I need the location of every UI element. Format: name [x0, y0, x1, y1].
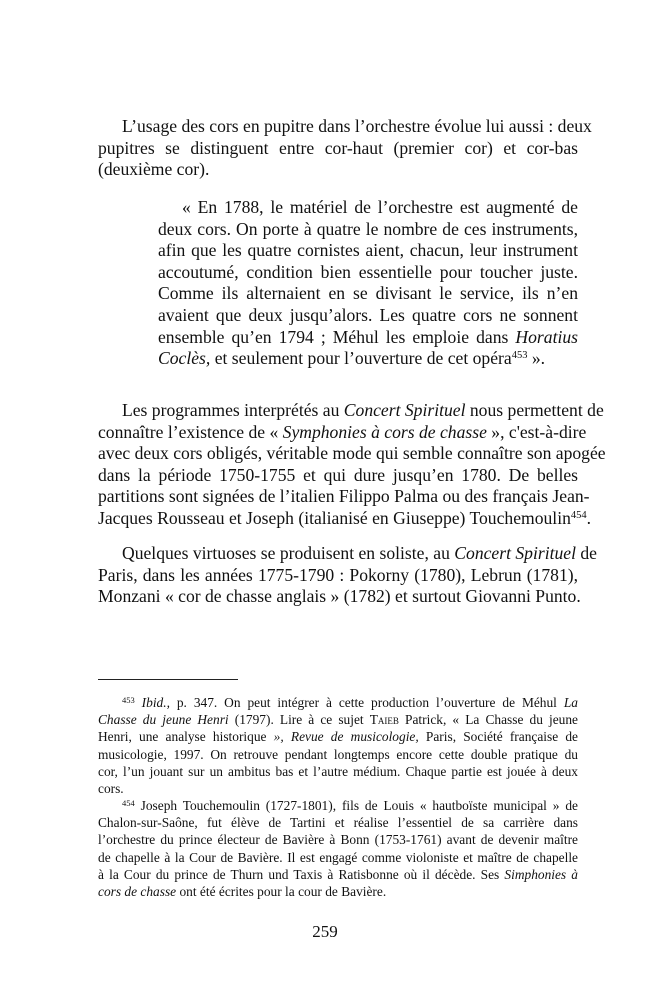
text-run: . — [586, 507, 592, 528]
paragraph-horns-usage — [98, 116, 592, 181]
text-run: et seulement pour l’ouverture de cet opéra — [210, 348, 512, 369]
text-line — [158, 348, 578, 370]
text-line — [98, 565, 578, 587]
text-line — [98, 400, 604, 422]
text-line — [98, 849, 578, 866]
text-line — [98, 694, 578, 711]
text-line — [158, 283, 578, 305]
text-run: « En 1788, le matériel de l’orchestre est augmenté de — [182, 197, 578, 217]
italic-text: Ibid., — [141, 695, 170, 710]
text-line — [98, 797, 578, 814]
footnote-453 — [98, 694, 578, 797]
text-run: l’orchestre du prince électeur de Bavière à Bonn (1753-1761) avant de devenir maître — [98, 832, 578, 848]
text-line — [98, 883, 578, 900]
text-line — [158, 327, 578, 349]
text-line — [158, 219, 578, 241]
text-run: », c'est-à-dire — [486, 421, 587, 442]
italic-title: La — [563, 695, 578, 710]
text-run: avaient que deux jusqu’alors. Les quatre cors ne sonnent — [158, 304, 578, 325]
footnote-number: 453 — [122, 695, 135, 705]
text-run: cors. — [98, 780, 124, 796]
text-run: afin que les quatre cornistes aient, chacun, leur instrument — [158, 240, 578, 261]
text-run: ». — [527, 348, 546, 369]
text-run: L’usage des cors en pupitre dans l’orchestre évolue lui aussi : deux — [122, 116, 592, 136]
text-line — [98, 116, 592, 138]
text-run: Jacques Rousseau et Joseph (italianisé en Giuseppe) Touchemoulin — [98, 507, 571, 528]
page-number: 259 — [312, 922, 338, 941]
footnote-ref-453[interactable]: 453 — [511, 350, 528, 362]
text-run: musicologie, 1997. On retrouve pendant longtemps encore cette double pratique du — [98, 746, 578, 762]
text-run: Chalon-sur-Saône, fut élève de Tartini et réalise l’essentiel de sa carrière dans — [98, 815, 578, 831]
footnote-454 — [98, 797, 578, 900]
text-run — [135, 695, 142, 710]
text-line — [98, 486, 590, 508]
text-run: ensemble qu’en 1794 ; Méhul les emploie dans — [158, 326, 509, 347]
italic-title: Horatius — [515, 326, 578, 347]
text-run: Monzani « cor de chasse anglais » (1782) et surtout Giovanni Punto. — [98, 586, 581, 607]
italic-title: Chasse du jeune Henri — [98, 712, 229, 728]
text-run: accoutumé, condition bien essentielle pour toucher juste. — [158, 261, 578, 282]
italic-title: Concert Spirituel — [454, 543, 576, 563]
text-line — [98, 138, 578, 160]
text-line — [98, 711, 578, 728]
text-line — [98, 586, 581, 608]
text-line — [158, 262, 578, 284]
text-line — [98, 763, 578, 780]
text-run: p. 347. On peut intégrer à cette production l’ouverture de Méhul — [169, 695, 564, 710]
text-run: (1797). Lire à ce sujet — [228, 712, 370, 728]
text-run: partitions sont signées de l’italien Filippo Palma ou des français Jean- — [98, 486, 590, 507]
text-line — [98, 507, 592, 530]
text-run: pupitres se distinguent entre cor-haut (premier cor) et cor-bas — [98, 137, 578, 158]
text-run: connaître l’existence de « — [98, 421, 283, 442]
italic-title: Concert Spirituel — [343, 400, 466, 420]
italic-title: Coclès, — [158, 348, 211, 369]
paragraph-programs — [98, 400, 606, 530]
author-name: Taieb — [369, 712, 399, 728]
text-line — [98, 814, 578, 831]
text-line — [98, 443, 606, 465]
paragraph-virtuosos — [98, 543, 597, 608]
text-line — [158, 197, 578, 219]
footnote-ref-454[interactable]: 454 — [570, 509, 587, 521]
italic-title: Symphonies à cors de chasse — [282, 421, 487, 442]
text-run: Comme ils alternaient en se divisant le service, ils n’en — [158, 283, 578, 304]
text-line — [98, 421, 587, 444]
italic-title: », Revue de musicologie, — [273, 729, 419, 745]
text-line — [98, 543, 597, 565]
footnote-separator — [98, 679, 238, 680]
text-run: Henri, une analyse historique — [98, 729, 274, 745]
text-run: (deuxième cor). — [98, 159, 210, 180]
text-run: ont été écrites pour la cour de Bavière. — [176, 883, 387, 899]
text-run: Les programmes interprétés au — [122, 400, 344, 420]
text-run: dans la période 1750-1755 et qui dure jusqu’en 1780. De belles — [98, 464, 578, 485]
text-run: de chapelle à la Cour de Bavière. Il est engagé comme violoniste et maître de chapelle — [98, 849, 578, 865]
text-line — [98, 780, 578, 797]
text-run: nous permettent de — [465, 400, 604, 420]
text-run: Joseph Touchemoulin (1727-1801), fils de Louis « hautboïste municipal » de — [134, 798, 578, 813]
italic-title: cors de chasse — [98, 883, 177, 899]
text-line — [98, 831, 578, 848]
text-run: à la Cour du prince de Thurn und Taxis à Ratisbonne où il décède. Ses — [98, 866, 505, 882]
text-run: cor, l’un jouant sur un ambitus bas et l’autre médium. Chaque partie est jouée à deux — [98, 763, 578, 779]
text-line — [158, 305, 578, 327]
text-line — [98, 728, 578, 745]
text-run: Quelques virtuoses se produisent en soliste, au — [122, 543, 455, 563]
text-run: Patrick, « La Chasse du jeune — [398, 712, 578, 728]
text-run: Paris, Société française de — [418, 729, 579, 745]
text-run: Paris, dans les années 1775-1790 : Pokorny (1780), Lebrun (1781), — [98, 564, 578, 585]
text-run: de — [575, 543, 597, 563]
text-line — [158, 240, 578, 262]
text-line — [98, 866, 578, 883]
text-line — [98, 746, 578, 763]
text-run: deux cors. On porte à quatre le nombre de ces instruments, — [158, 218, 578, 239]
footnote-number: 454 — [122, 798, 135, 808]
text-line — [98, 159, 578, 181]
block-quote — [158, 197, 578, 370]
text-line — [98, 465, 578, 487]
italic-title: Simphonies à — [504, 866, 578, 882]
text-run: avec deux cors obligés, véritable mode qui semble connaître son apogée — [98, 443, 606, 464]
